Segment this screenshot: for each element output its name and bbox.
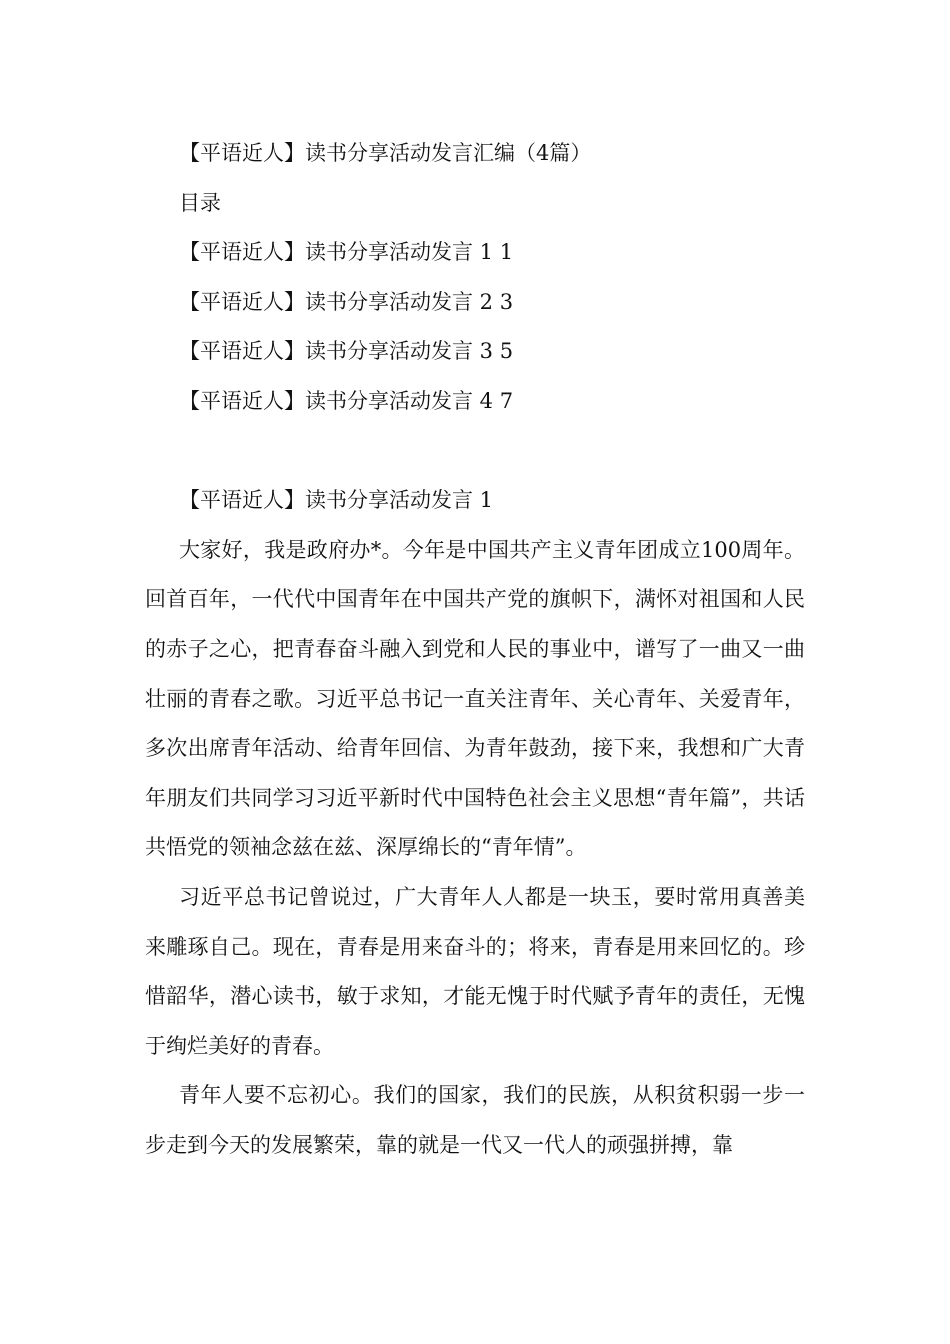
paragraph: 青年人要不忘初心。我们的国家，我们的民族，从积贫积弱一步一步走到今天的发展繁荣，靠的就是一代又一代人的顽强拼搏，靠 xyxy=(145,1083,805,1157)
blank-line xyxy=(145,427,805,477)
section-heading: 【平语近人】读书分享活动发言 1 xyxy=(179,488,494,513)
toc-entry-4[interactable]: 【平语近人】读书分享活动发言 4 7 xyxy=(179,388,514,413)
toc-entry-3[interactable]: 【平语近人】读书分享活动发言 3 5 xyxy=(179,339,514,364)
paragraph: 习近平总书记曾说过，广大青年人人都是一块玉，要时常用真善美来雕琢自己。现在，青春是用来奋斗的；将来，青春是用来回忆的。珍惜韶华，潜心读书，敏于求知，才能无愧于时代赋予青年的责任，无愧于绚烂美好的青春。 xyxy=(145,884,805,1058)
document-title: 【平语近人】读书分享活动发言汇编（4篇） xyxy=(179,141,592,165)
toc-entry-1[interactable]: 【平语近人】读书分享活动发言 1 1 xyxy=(179,240,514,265)
paragraph: 大家好，我是政府办*。今年是中国共产主义青年团成立100周年。回首百年，一代代中国青年在中国共产党的旗帜下，满怀对祖国和人民的赤子之心，把青春奋斗融入到党和人民的事业中，谱写了一曲又一曲壮丽的青春之歌。习近平总书记一直关注青年、关心青年、关爱青年，多次出席青年活动、给青年回信、为青年鼓劲，接下来，我想和广大青年朋友们共同学习习近平新时代中国特色社会主义思想“青年篇”，共话共悟党的领袖念兹在兹、深厚绵长的“青年情”。 xyxy=(145,537,805,860)
toc-heading: 目录 xyxy=(179,190,221,215)
document-body xyxy=(145,129,805,1170)
toc-entry-2[interactable]: 【平语近人】读书分享活动发言 2 3 xyxy=(179,289,514,314)
